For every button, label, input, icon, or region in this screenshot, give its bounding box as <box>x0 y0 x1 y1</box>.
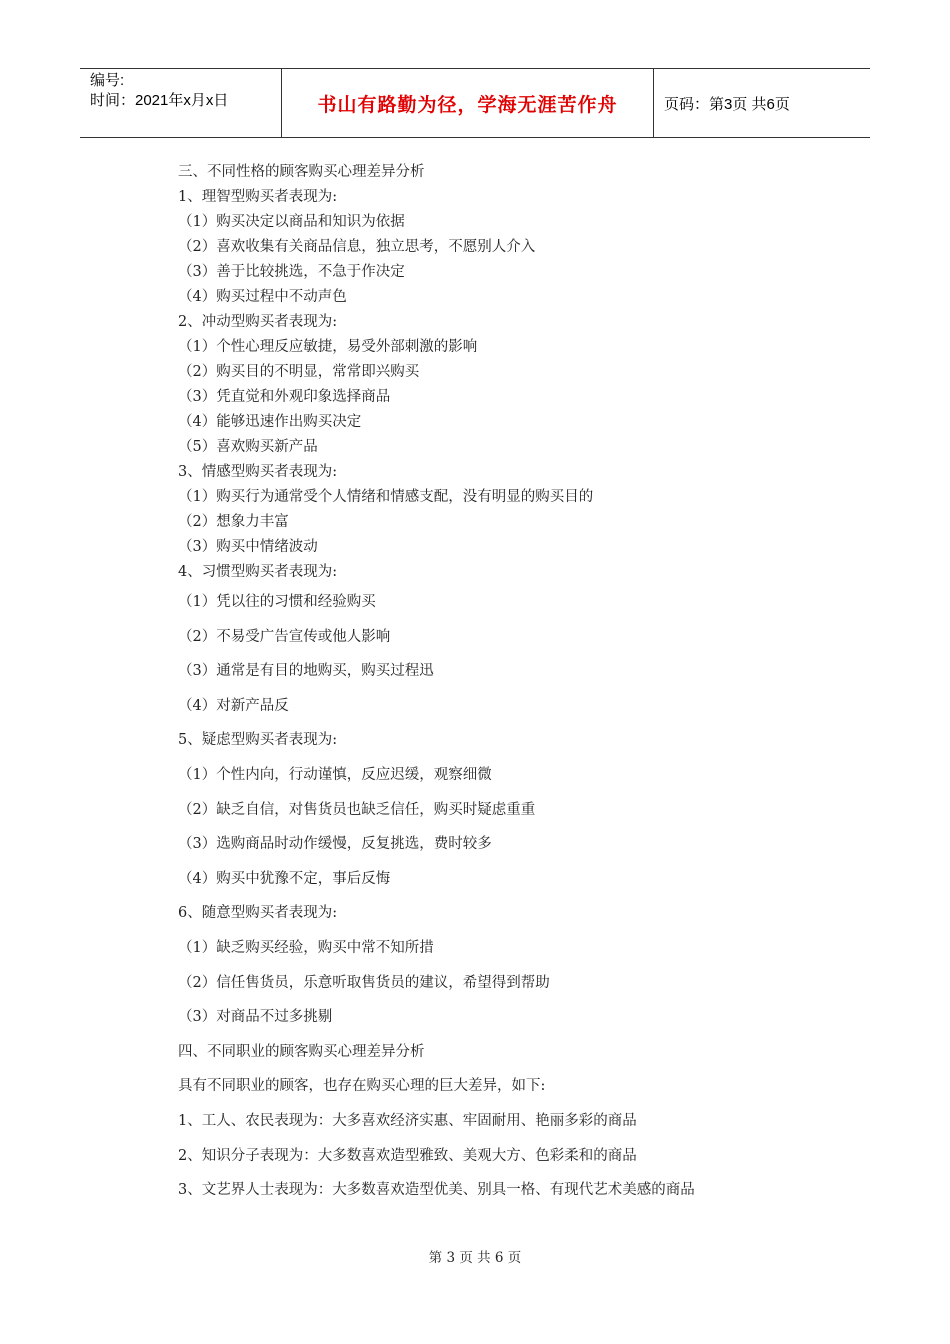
subsection-heading: 2、冲动型购买者表现为: <box>178 314 338 330</box>
paragraph: 具有不同职业的顾客，也存在购买心理的巨大差异，如下: <box>178 1078 546 1095</box>
list-item: （4）购买过程中不动声色 <box>178 289 347 305</box>
subsection-heading: 3、情感型购买者表现为: <box>178 464 338 480</box>
list-item: （3）凭直觉和外观印象选择商品 <box>178 389 391 405</box>
list-item: 1、工人、农民表现为：大多喜欢经济实惠、牢固耐用、艳丽多彩的商品 <box>178 1112 637 1129</box>
list-item: （4）购买中犹豫不定，事后反悔 <box>178 870 391 887</box>
list-item: （2）缺乏自信，对售货员也缺乏信任，购买时疑虑重重 <box>178 801 536 818</box>
subsection-heading: 6、随意型购买者表现为: <box>178 905 338 922</box>
list-item: （2）想象力丰富 <box>178 514 289 530</box>
list-item: （3）选购商品时动作缓慢，反复挑选，费时较多 <box>178 836 492 853</box>
list-item: （3）通常是有目的地购买，购买过程迅 <box>178 663 434 680</box>
header-motto: 书山有路勤为径，学海无涯苦作舟 <box>317 93 618 116</box>
list-item: （1）缺乏购买经验，购买中常不知所措 <box>178 939 434 956</box>
list-item: （3）购买中情绪波动 <box>178 539 318 555</box>
page-header <box>80 68 870 138</box>
list-item: （1）凭以往的习惯和经验购买 <box>178 594 376 610</box>
list-item: 2、知识分子表现为：大多数喜欢造型雅致、美观大方、色彩柔和的商品 <box>178 1147 637 1164</box>
header-page-info: 页码：第3页 共6页 <box>664 95 790 113</box>
subsection-heading: 1、理智型购买者表现为: <box>178 189 338 205</box>
subsection-heading: 4、习惯型购买者表现为: <box>178 564 338 580</box>
page-footer: 第 3 页 共 6 页 <box>428 1250 522 1266</box>
list-item: （3）善于比较挑选，不急于作决定 <box>178 264 405 280</box>
list-item: 3、文艺界人士表现为：大多数喜欢造型优美、别具一格、有现代艺术美感的商品 <box>178 1182 695 1199</box>
list-item: （2）喜欢收集有关商品信息，独立思考，不愿别人介入 <box>178 239 536 255</box>
section-heading: 三、不同性格的顾客购买心理差异分析 <box>178 164 425 180</box>
list-item: （1）个性心理反应敏捷，易受外部刺激的影响 <box>178 339 478 355</box>
list-item: （2）不易受广告宣传或他人影响 <box>178 628 391 645</box>
list-item: （1）个性内向，行动谨慎，反应迟缓，观察细微 <box>178 766 492 783</box>
list-item: （2）购买目的不明显，常常即兴购买 <box>178 364 420 380</box>
list-item: （4）对新产品反 <box>178 697 289 714</box>
section-heading: 四、不同职业的顾客购买心理差异分析 <box>178 1043 425 1060</box>
header-divider <box>653 69 654 137</box>
list-item: （1）购买决定以商品和知识为依据 <box>178 214 405 230</box>
serial-label: 编号: <box>90 72 125 89</box>
list-item: （3）对商品不过多挑剔 <box>178 1009 333 1026</box>
header-meta <box>90 71 280 111</box>
list-item: （4）能够迅速作出购买决定 <box>178 414 362 430</box>
list-item: （2）信任售货员，乐意听取售货员的建议，希望得到帮助 <box>178 974 550 991</box>
list-item: （5）喜欢购买新产品 <box>178 439 318 455</box>
subsection-heading: 5、疑虑型购买者表现为: <box>178 732 338 749</box>
list-item: （1）购买行为通常受个人情绪和情感支配，没有明显的购买目的 <box>178 489 594 505</box>
body-text <box>178 160 818 1208</box>
time-label: 时间：2021年x月x日 <box>90 92 229 109</box>
